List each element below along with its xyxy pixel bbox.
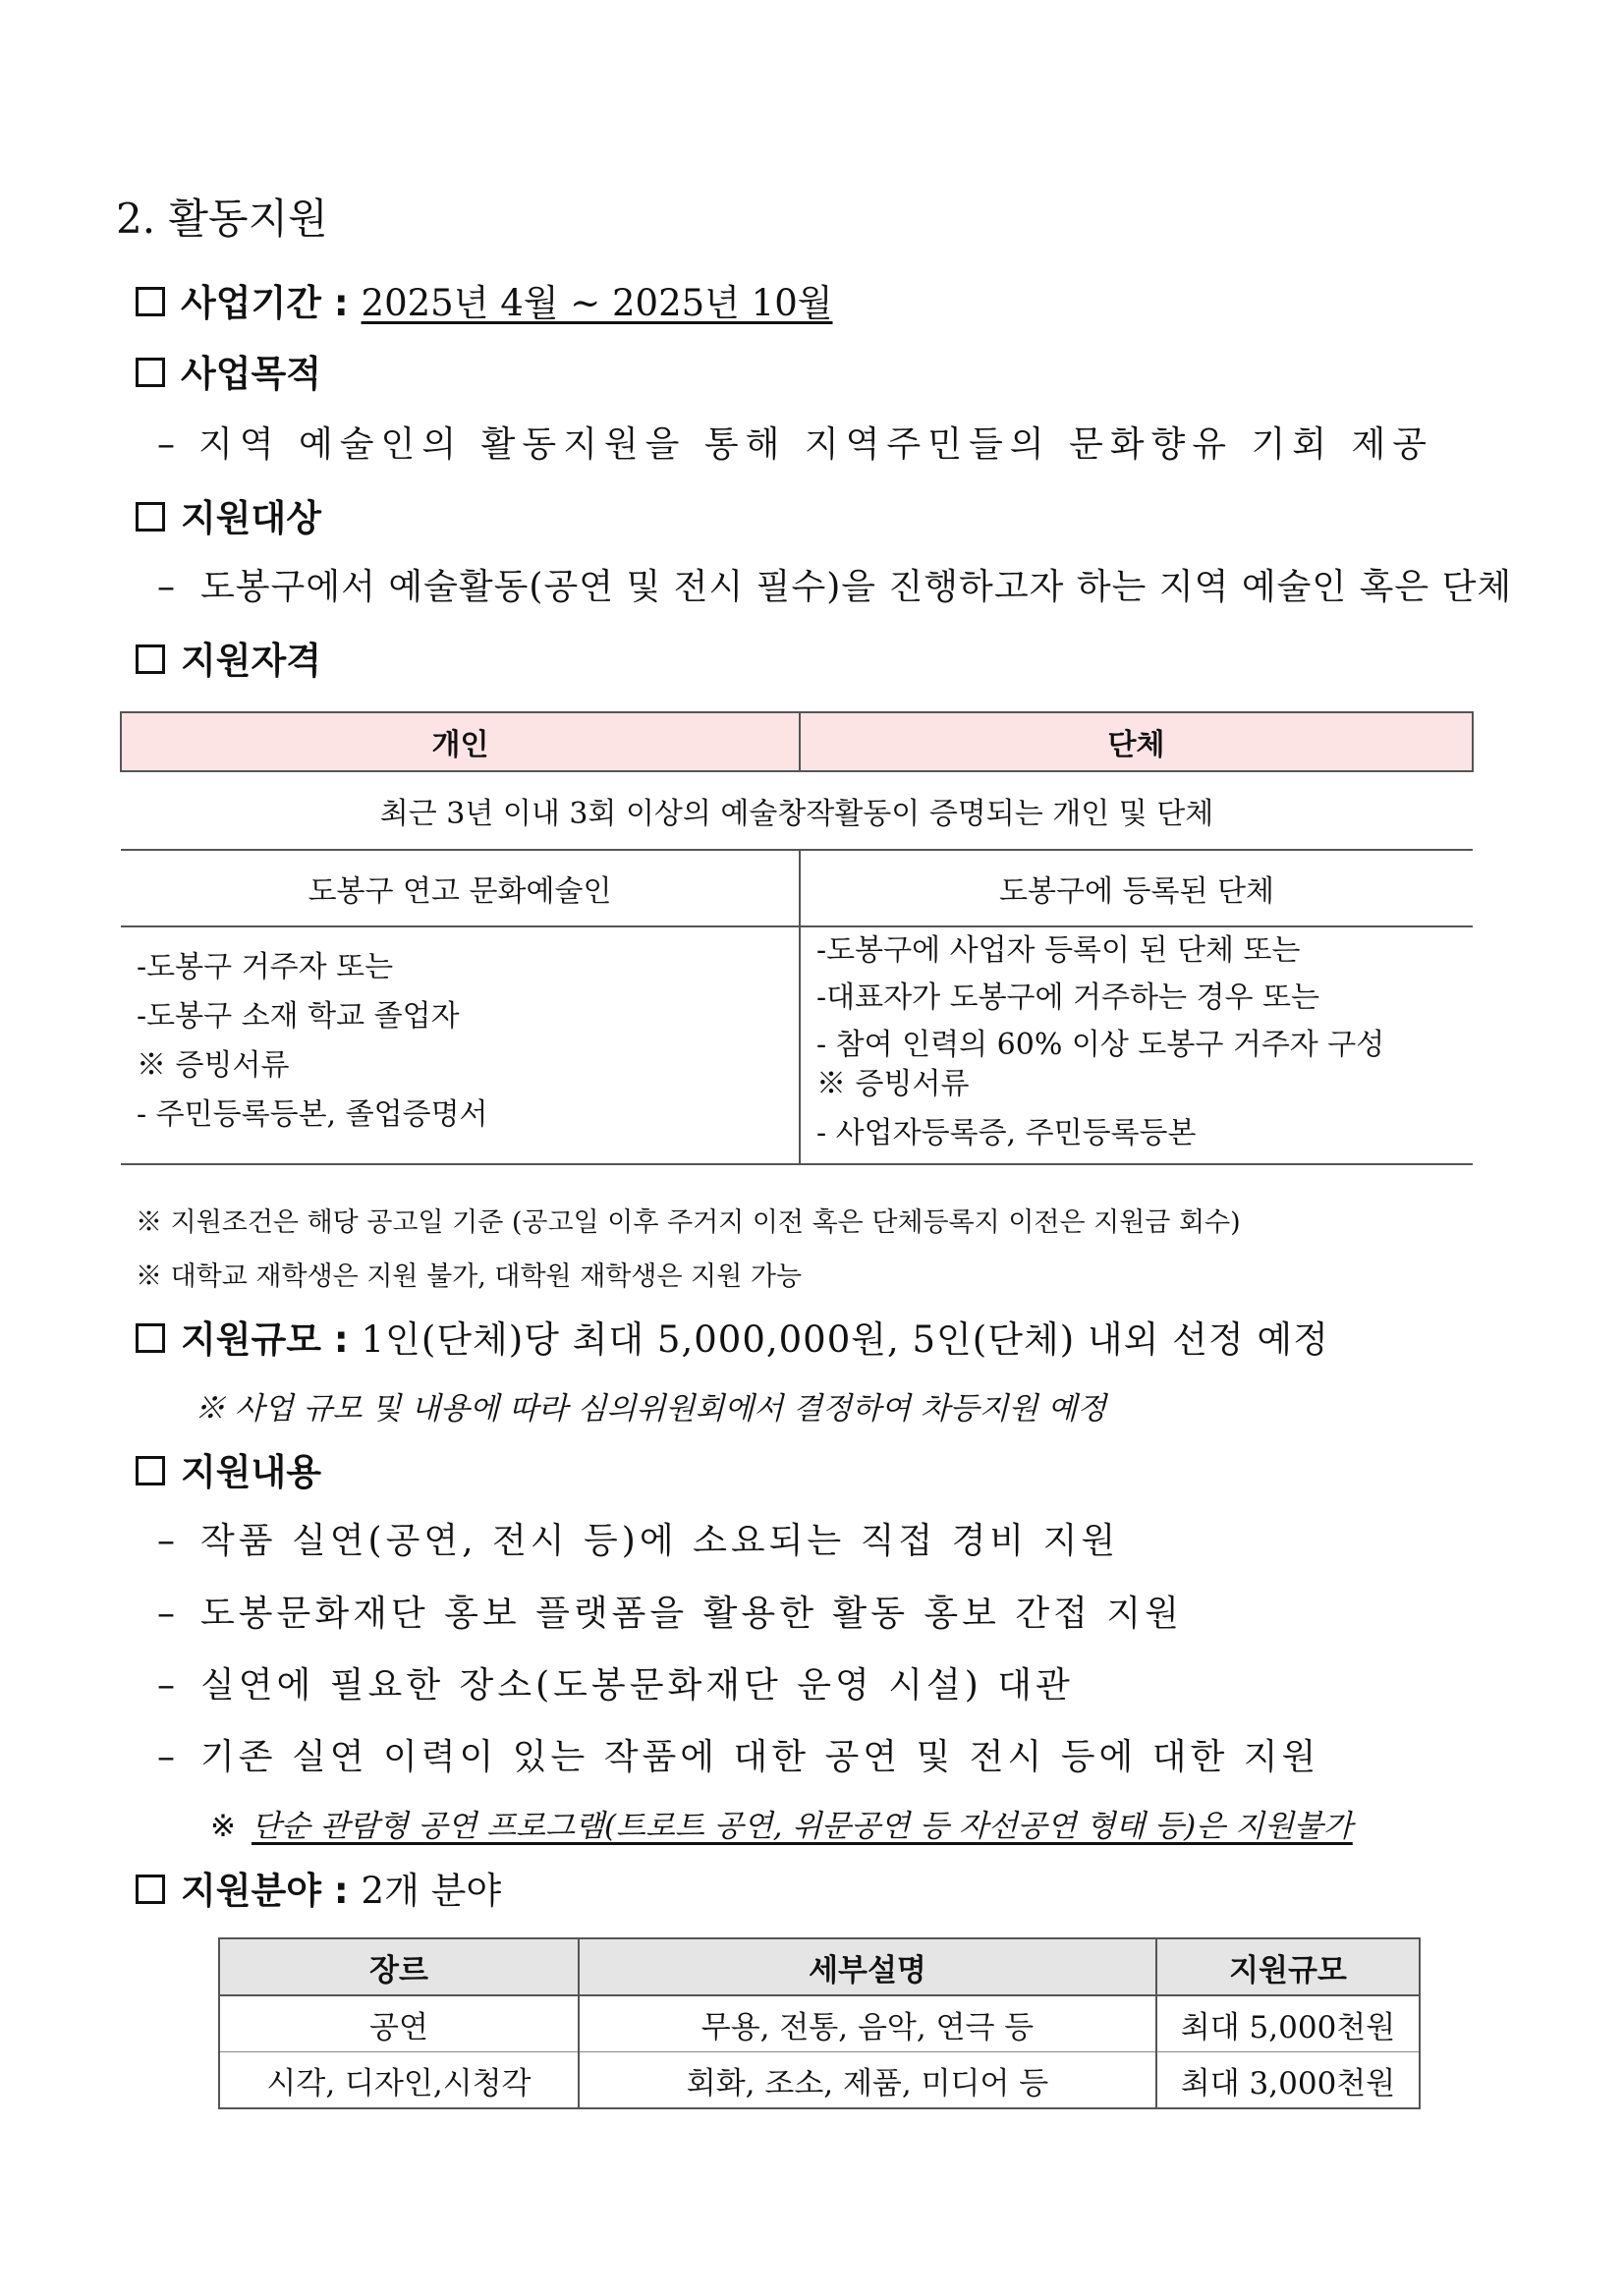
dash-icon: – (157, 1665, 179, 1706)
content-item-text: 도봉문화재단 홍보 플랫폼을 활용한 활동 홍보 간접 지원 (200, 1594, 1183, 1634)
fields-heading (136, 1861, 501, 1914)
purpose-item (157, 417, 1433, 467)
note-students: ※ 대학교 재학생은 지원 불가, 대학원 재학생은 지원 가능 (136, 1261, 803, 1292)
scale-note: ※ 사업 규모 및 내용에 따라 심의위원회에서 결정하여 차등지원 예정 (195, 1391, 1107, 1427)
list-item: - 참여 인력의 60% 이상 도봉구 거주자 구성 (816, 1028, 1385, 1062)
content-heading (136, 1442, 321, 1495)
cell-description: 회화, 조소, 제품, 미디어 등 (579, 2052, 1156, 2109)
checkbox-square-icon (136, 1875, 165, 1904)
dash-icon: – (157, 567, 176, 607)
col-genre: 장르 (219, 1938, 579, 1995)
note-condition: ※ 지원조건은 해당 공고일 기준 (공고일 이후 주거지 이전 혹은 단체등록지 이전은 지원금 회수) (136, 1207, 1241, 1238)
fields-value: 2개 분야 (361, 1870, 502, 1912)
content-item (157, 1513, 1119, 1563)
dash-icon: – (157, 1737, 179, 1777)
note-mark: ※ (210, 1809, 236, 1844)
target-heading (136, 488, 321, 541)
dash-icon: – (157, 1521, 179, 1561)
period-value: 2025년 4월 ~ 2025년 10월 (361, 282, 833, 324)
col-individual: 개인 (121, 712, 800, 771)
table-row (219, 1995, 1420, 2052)
checkbox-square-icon (136, 358, 165, 387)
list-item: -도봉구 소재 학교 졸업자 (137, 999, 460, 1034)
dash-icon: – (157, 1594, 179, 1634)
target-item-text: 도봉구에서 예술활동(공연 및 전시 필수)을 진행하고자 하는 지역 예술인 혹은 단체 (200, 567, 1513, 607)
group-details (800, 926, 1473, 1164)
table-row (219, 2052, 1420, 2109)
list-item: - 사업자등록증, 주민등록등본 (816, 1116, 1197, 1150)
qualification-criteria: 최근 3년 이내 3회 이상의 예술창작활동이 증명되는 개인 및 단체 (121, 771, 1473, 850)
content-note-text: 단순 관람형 공연 프로그램(트로트 공연, 위문공연 등 자선공연 형태 등)은 지원불가 (251, 1809, 1353, 1844)
fields-label: 지원분야 : (181, 1870, 349, 1912)
cell-scale: 최대 3,000천원 (1156, 2052, 1420, 2109)
checkbox-square-icon (136, 1456, 165, 1485)
checkbox-square-icon (136, 287, 165, 316)
content-item-text: 작품 실연(공연, 전시 등)에 소요되는 직접 경비 지원 (200, 1521, 1120, 1561)
list-item: -도봉구에 사업자 등록이 된 단체 또는 (816, 933, 1301, 968)
qualification-heading (136, 631, 321, 684)
content-label: 지원내용 (181, 1451, 321, 1493)
period-label: 사업기간 : (181, 282, 349, 324)
cell-genre: 시각, 디자인,시청각 (219, 2052, 579, 2109)
col-scale: 지원규모 (1156, 1938, 1420, 1995)
cell-description: 무용, 전통, 음악, 연극 등 (579, 1995, 1156, 2052)
target-label: 지원대상 (181, 497, 321, 539)
content-item-text: 실연에 필요한 장소(도봉문화재단 운영 시설) 대관 (200, 1665, 1074, 1706)
dash-icon: – (157, 424, 182, 465)
checkbox-square-icon (136, 644, 165, 674)
purpose-label: 사업목적 (181, 353, 321, 395)
individual-details (121, 926, 800, 1164)
col-description: 세부설명 (579, 1938, 1156, 1995)
content-item (157, 1657, 1074, 1708)
scale-label: 지원규모 : (181, 1318, 349, 1361)
target-item (157, 559, 1512, 609)
section-title: 2. 활동지원 (116, 195, 328, 243)
content-item-text: 기존 실연 이력이 있는 작품에 대한 공연 및 전시 등에 대한 지원 (200, 1737, 1320, 1777)
group-subheading: 도봉구에 등록된 단체 (800, 850, 1473, 926)
list-item: - 주민등록등본, 졸업증명서 (137, 1097, 488, 1132)
qualification-label: 지원자격 (181, 640, 321, 682)
content-item (157, 1729, 1319, 1779)
list-item: -대표자가 도봉구에 거주하는 경우 또는 (816, 980, 1319, 1015)
purpose-item-text: 지역 예술인의 활동지원을 통해 지역주민들의 문화향유 기회 제공 (198, 424, 1434, 465)
scale-value: 1인(단체)당 최대 5,000,000원, 5인(단체) 내외 선정 예정 (361, 1318, 1329, 1361)
scale-heading (136, 1310, 1329, 1363)
list-item: ※ 증빙서류 (816, 1067, 970, 1101)
checkbox-square-icon (136, 1323, 165, 1353)
list-item: -도봉구 거주자 또는 (137, 950, 394, 984)
list-item: ※ 증빙서류 (137, 1048, 290, 1083)
qualification-table (120, 711, 1474, 1165)
content-item (157, 1586, 1183, 1636)
checkbox-square-icon (136, 502, 165, 532)
cell-scale: 최대 5,000천원 (1156, 1995, 1420, 2052)
col-group: 단체 (800, 712, 1473, 771)
content-note (210, 1801, 1353, 1845)
period-heading (136, 273, 833, 326)
individual-subheading: 도봉구 연고 문화예술인 (121, 850, 800, 926)
purpose-heading (136, 344, 321, 397)
cell-genre: 공연 (219, 1995, 579, 2052)
fields-table (218, 1937, 1421, 2109)
